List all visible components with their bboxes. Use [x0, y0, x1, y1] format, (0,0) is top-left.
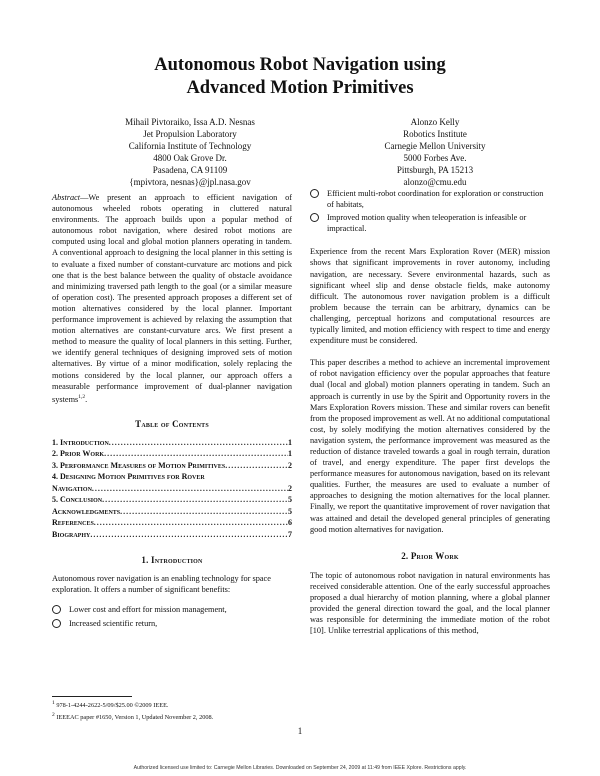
footnote-marker: 2: [52, 711, 55, 718]
toc-heading: Table of Contents: [135, 418, 209, 429]
footnote: [52, 699, 297, 711]
toc-label: 3. Performance Measures of Motion Primitives: [52, 460, 226, 470]
circle-bullet-icon: [310, 189, 319, 198]
toc-item[interactable]: [52, 460, 292, 472]
circle-bullet-icon: [310, 213, 319, 222]
title-line-2: Advanced Motion Primitives: [186, 78, 414, 98]
list-item-text: Lower cost and effort for mission management,: [69, 605, 227, 615]
author-affiliation: Jet Propulsion Laboratory: [143, 129, 237, 139]
footnote: [52, 711, 297, 723]
toc-page: 5: [288, 506, 292, 516]
toc-item[interactable]: [52, 529, 292, 541]
author-names: Mihail Pivtoraiko, Issa A.D. Nesnas: [125, 117, 255, 127]
list-item: [310, 212, 550, 234]
toc-leader: [109, 437, 288, 449]
author-email: alonzo@cmu.edu: [403, 177, 467, 187]
abstract-end: .: [85, 394, 88, 404]
footnote-text: IEEEAC paper #1650, Version 1, Updated November 2, 2008.: [56, 713, 214, 721]
page-number: 1: [297, 726, 303, 736]
section-heading-introduction: 1. Introduction: [141, 555, 203, 566]
toc-leader: [92, 483, 288, 495]
author-institution: Carnegie Mellon University: [384, 141, 486, 151]
toc-leader: [104, 448, 288, 460]
paper-title: [0, 54, 600, 100]
list-item-text: Improved motion quality when teleoperation is infeasible or impractical.: [327, 213, 527, 234]
left-column: [52, 192, 292, 629]
toc-item[interactable]: [52, 517, 292, 529]
toc-item[interactable]: [52, 494, 292, 506]
author-block-right: [340, 116, 530, 188]
author-names: Alonzo Kelly: [410, 117, 460, 127]
toc-label: 4. Designing Motion Primitives for Rover: [52, 472, 205, 482]
toc-label: References: [52, 518, 94, 528]
author-institution: California Institute of Technology: [128, 141, 252, 151]
author-street: 5000 Forbes Ave.: [403, 153, 467, 163]
footnote-text: 978-1-4244-2622-5/09/$25.00 ©2009 IEEE.: [56, 702, 169, 710]
toc-page: 2: [288, 460, 292, 470]
circle-bullet-icon: [52, 605, 61, 614]
toc-label: Acknowledgments: [52, 506, 121, 516]
toc-label: 5. Conclusion: [52, 495, 103, 505]
benefit-list-continued: [310, 188, 550, 234]
right-column: [310, 188, 550, 636]
toc-item[interactable]: [52, 437, 292, 449]
abstract-label: Abstract: [52, 193, 81, 202]
paragraph-mer-experience: Experience from the recent Mars Exploration Rover (MER) mission shows that significant improvements in rover autonomy, including navigation, are necessary. Severe environmental hazards, such as significant wheel slip and dense obstacle fields, make autonomy difficult. The autonomous rover navigation problem is a difficult problem because the terrain can be arbitrary, dynamics can be challenging, perceptual horizons and computational resources are typically limited, and motion efficiency with respect to time and energy expenditure must be considered.: [310, 247, 550, 346]
footnotes: [52, 699, 297, 722]
paragraph-method-description: This paper describes a method to achieve an incremental improvement of robot navigation efficiency over the popular approaches that feature dual (local and global) motion planners operating in tandem. Such an approach is currently in use by the Spirit and Opportunity rovers in the Mars Exploration Rovers mission. These and similar rovers can benefit from the proposed improvement as well. At no additional computational cost, by solely modifying the motion alternatives considered by the navigation system, the performance improvement was measured as the reduction of distance traveled towards a goal in rough terrain, duration of travel, and energy expenditure. The paper first develops the performance measures for autonomous navigation, based on its relevant qualities. Further, the measures are used to evaluate a number of approaches to designing the motion alternatives for the local planner. Finally, we report the quantitative improvement of rover navigation that was attained and detail the developed general principles of generating good motion alternatives for navigation.: [310, 358, 550, 534]
list-item: [52, 604, 292, 615]
toc-page: 7: [288, 529, 292, 539]
list-item-text: Efficient multi-robot coordination for exploration or construction of habitats,: [327, 189, 544, 210]
toc-leader: [120, 506, 288, 518]
list-item-text: Increased scientific return,: [69, 618, 158, 628]
toc-item[interactable]: [52, 448, 292, 460]
toc-leader: [90, 529, 288, 541]
toc-item[interactable]: [52, 483, 292, 495]
toc-page: 2: [288, 483, 292, 493]
abstract: [52, 192, 292, 405]
author-email: {mpivtora, nesnas}@jpl.nasa.gov: [129, 177, 251, 187]
table-of-contents: [52, 437, 292, 541]
author-street: 4800 Oak Grove Dr.: [153, 153, 227, 163]
author-city: Pasadena, CA 91109: [152, 165, 228, 175]
intro-paragraph: Autonomous rover navigation is an enabling technology for space exploration. It offers a number of significant benefits:: [52, 574, 271, 595]
footnote-rule: [52, 696, 132, 697]
toc-label: Navigation: [52, 483, 92, 493]
toc-item[interactable]: [52, 506, 292, 518]
author-block-left: [90, 116, 290, 188]
list-item: [52, 618, 292, 629]
toc-leader: [102, 494, 288, 506]
title-line-1: Autonomous Robot Navigation using: [154, 55, 446, 75]
toc-page: 6: [288, 518, 292, 528]
author-affiliation: Robotics Institute: [403, 129, 467, 139]
toc-label: 2. Prior Work: [52, 449, 105, 459]
toc-leader: [225, 460, 288, 472]
benefit-list: [52, 604, 292, 628]
toc-page: 5: [288, 495, 292, 505]
abstract-text: —We present an approach to efficient navigation of autonomous wheeled robots operating in cluttered natural environments. The approach builds upon a popular method of autonomous robot navigation, where desired robot motions are computed using local and global motion planners operating in tandem. A conventional approach to designing the local planner in this setting is to evaluate a fixed number of constant-curvature arc motions and pick one that is the best balance between the quality of obstacle avoidance and minimizing traversed path length to the goal (or a similar measure of operation cost). The presented approach proposes a different set of motion alternatives considered by the local planner. Important performance improvement is achieved by relaxing the assumption that motion alternatives are constant-curvature arcs. We first present a method to measure the quality of local planners in this setting. Further, we identify general techniques of designing improved sets of motion alternatives. By virtue of a minor modification, solely replacing the motions considered by the local planner, our approach offers a measurable performance improvement of dual-planner navigation systems: [52, 193, 292, 404]
author-city: Pittsburgh, PA 15213: [396, 165, 474, 175]
list-item: [310, 188, 550, 210]
toc-page: 1: [288, 449, 292, 459]
toc-item[interactable]: [52, 471, 292, 483]
abstract-footnote-ref: 1,2: [78, 393, 86, 400]
authorization-notice: Authorized licensed use limited to: Carnegie Mellon Libraries. Downloaded on September 24, 2009 at 11:49 from IEEE Xplore. Restrictions apply.: [133, 765, 467, 771]
toc-label: Biography: [52, 529, 91, 539]
circle-bullet-icon: [52, 619, 61, 628]
toc-label: 1. Introduction: [52, 437, 109, 447]
toc-leader: [94, 517, 288, 529]
paragraph-prior-work: The topic of autonomous robot navigation in natural environments has received considerable attention. One of the early successful approaches proposed a dual hierarchy of motion planning, where a global planner provided the general direction toward the goal, and the local planner was responsible for determining the immediate motion of the robot [10]. Unlike terrestrial applications of this method,: [310, 570, 550, 636]
section-heading-prior-work: 2. Prior Work: [401, 550, 459, 561]
toc-page: 1: [288, 437, 292, 447]
footnote-marker: 1: [52, 700, 55, 706]
